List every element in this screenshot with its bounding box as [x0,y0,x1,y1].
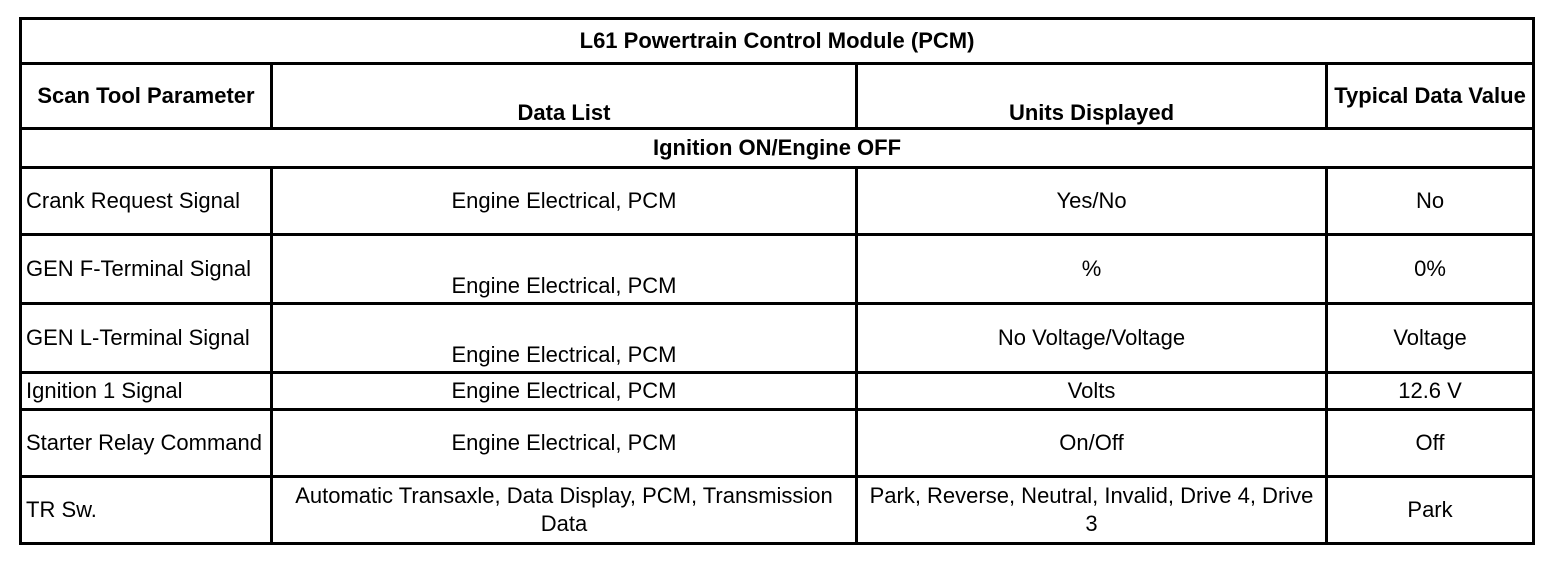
cell-units: % [857,235,1327,304]
table-row [21,373,1534,410]
header-data-list: Data List [272,64,857,129]
table-title: L61 Powertrain Control Module (PCM) [21,19,1534,64]
table-row [21,410,1534,477]
table-row [21,304,1534,373]
header-scan-tool-parameter: Scan Tool Parameter [21,64,272,129]
cell-value: 12.6 V [1327,373,1534,410]
cell-data-list: Engine Electrical, PCM [272,410,857,477]
table-row [21,168,1534,235]
cell-data-list: Engine Electrical, PCM [272,235,857,304]
table-title-row [21,19,1534,64]
pcm-data-table [19,17,1535,545]
cell-value: Off [1327,410,1534,477]
cell-value: 0% [1327,235,1534,304]
cell-data-list: Automatic Transaxle, Data Display, PCM, Transmission Data [272,477,857,544]
header-typical-data-value: Typical Data Value [1327,64,1534,129]
cell-units: Volts [857,373,1327,410]
cell-value: Park [1327,477,1534,544]
cell-param: TR Sw. [21,477,272,544]
cell-data-list: Engine Electrical, PCM [272,304,857,373]
cell-data-list: Engine Electrical, PCM [272,373,857,410]
cell-param: GEN F-Terminal Signal [21,235,272,304]
table-header-row [21,64,1534,129]
cell-units: Park, Reverse, Neutral, Invalid, Drive 4, Drive 3 [857,477,1327,544]
cell-param: Starter Relay Command [21,410,272,477]
cell-units: Yes/No [857,168,1327,235]
cell-data-list: Engine Electrical, PCM [272,168,857,235]
cell-value: No [1327,168,1534,235]
section-row [21,129,1534,168]
table-row [21,235,1534,304]
cell-param: GEN L-Terminal Signal [21,304,272,373]
cell-param: Ignition 1 Signal [21,373,272,410]
pcm-data-table-container [19,17,1535,545]
section-title: Ignition ON/Engine OFF [21,129,1534,168]
cell-units: On/Off [857,410,1327,477]
cell-param: Crank Request Signal [21,168,272,235]
table-row [21,477,1534,544]
cell-value: Voltage [1327,304,1534,373]
header-units-displayed: Units Displayed [857,64,1327,129]
cell-units: No Voltage/Voltage [857,304,1327,373]
